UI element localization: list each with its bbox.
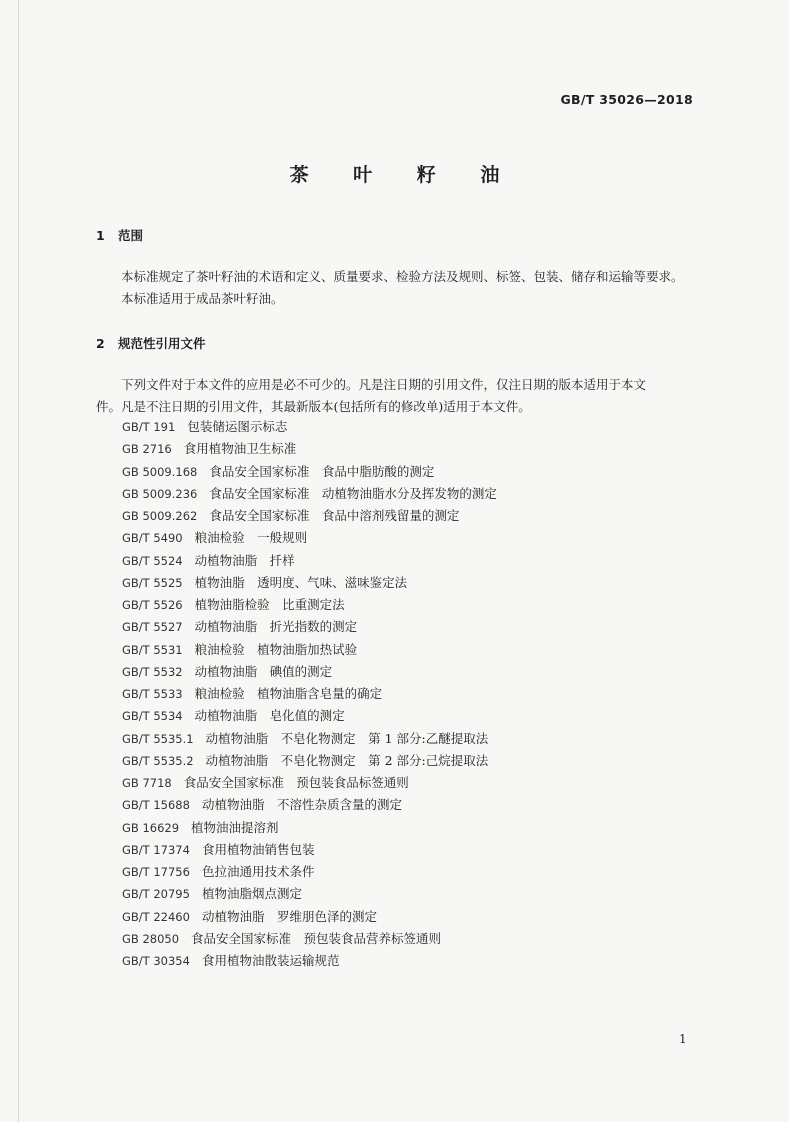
- reference-item: GB/T 17756 色拉油通用技术条件: [122, 864, 315, 879]
- reference-item: GB 16629 植物油油提溶剂: [122, 819, 279, 835]
- section-heading-normative-references: [96, 334, 206, 352]
- reference-item: GB/T 17374 食用植物油销售包装: [122, 841, 315, 857]
- section-number: 1: [96, 228, 105, 243]
- scope-paragraph-1: 本标准规定了茶叶籽油的术语和定义、质量要求、检验方法及规则、标签、包装、储存和运输等要求。: [121, 269, 684, 284]
- section-title: 范围: [118, 228, 144, 243]
- reference-item: GB/T 5534 动植物油脂 皂化值的测定: [122, 708, 345, 724]
- reference-item: GB/T 191 包装储运图示标志: [122, 419, 288, 434]
- reference-item: GB 5009.262 食品安全国家标准 食品中溶剂残留量的测定: [122, 508, 460, 523]
- reference-item: GB 5009.168 食品安全国家标准 食品中脂肪酸的测定: [122, 463, 435, 479]
- reference-item: GB/T 5531 粮油检验 植物油脂加热试验: [122, 641, 358, 657]
- reference-item: GB 2716 食用植物油卫生标准: [122, 441, 297, 457]
- reference-item: GB/T 5532 动植物油脂 碘值的测定: [122, 663, 333, 679]
- reference-item: GB/T 5526 植物油脂检验 比重测定法: [122, 597, 345, 612]
- reference-item: GB/T 5490 粮油检验 一般规则: [122, 530, 308, 546]
- reference-item: GB 5009.236 食品安全国家标准 动植物油脂水分及挥发物的测定: [122, 485, 497, 501]
- reference-item: GB 7718 食品安全国家标准 预包装食品标签通则: [122, 775, 409, 790]
- reference-item: GB/T 5525 植物油脂 透明度、气味、滋味鉴定法: [122, 574, 408, 590]
- reference-item: GB/T 5533 粮油检验 植物油脂含皂量的确定: [122, 686, 383, 701]
- reference-list: [122, 416, 497, 972]
- reference-item: GB/T 5535.1 动植物油脂 不皂化物测定 第 1 部分:乙醚提取法: [122, 730, 489, 746]
- scope-paragraph-2: 本标准适用于成品茶叶籽油。: [121, 291, 284, 306]
- reference-item: GB/T 22460 动植物油脂 罗维朋色泽的测定: [122, 908, 377, 924]
- section-heading-scope: [96, 226, 143, 244]
- references-intro-line-1: 下列文件对于本文件的应用是必不可少的。凡是注日期的引用文件，仅注日期的版本适用于本文: [121, 377, 647, 392]
- reference-item: GB/T 15688 动植物油脂 不溶性杂质含量的测定: [122, 797, 402, 813]
- page-number: 1: [679, 1032, 687, 1046]
- reference-item: GB/T 20795 植物油脂烟点测定: [122, 886, 302, 902]
- reference-item: GB 28050 食品安全国家标准 预包装食品营养标签通则: [122, 930, 442, 946]
- reference-item: GB/T 5535.2 动植物油脂 不皂化物测定 第 2 部分:己烷提取法: [122, 752, 489, 768]
- reference-item: GB/T 5527 动植物油脂 折光指数的测定: [122, 619, 358, 635]
- reference-item: GB/T 5524 动植物油脂 扦样: [122, 552, 295, 568]
- section-title: 规范性引用文件: [118, 336, 206, 351]
- section-number: 2: [96, 336, 105, 351]
- reference-item: GB/T 30354 食用植物油散装运输规范: [122, 953, 340, 968]
- document-title: 茶 叶 籽 油: [289, 164, 519, 186]
- references-intro-line-2: 件。凡是不注日期的引用文件，其最新版本(包括所有的修改单)适用于本文件。: [96, 399, 531, 414]
- standard-code: GB/T 35026—2018: [560, 92, 693, 107]
